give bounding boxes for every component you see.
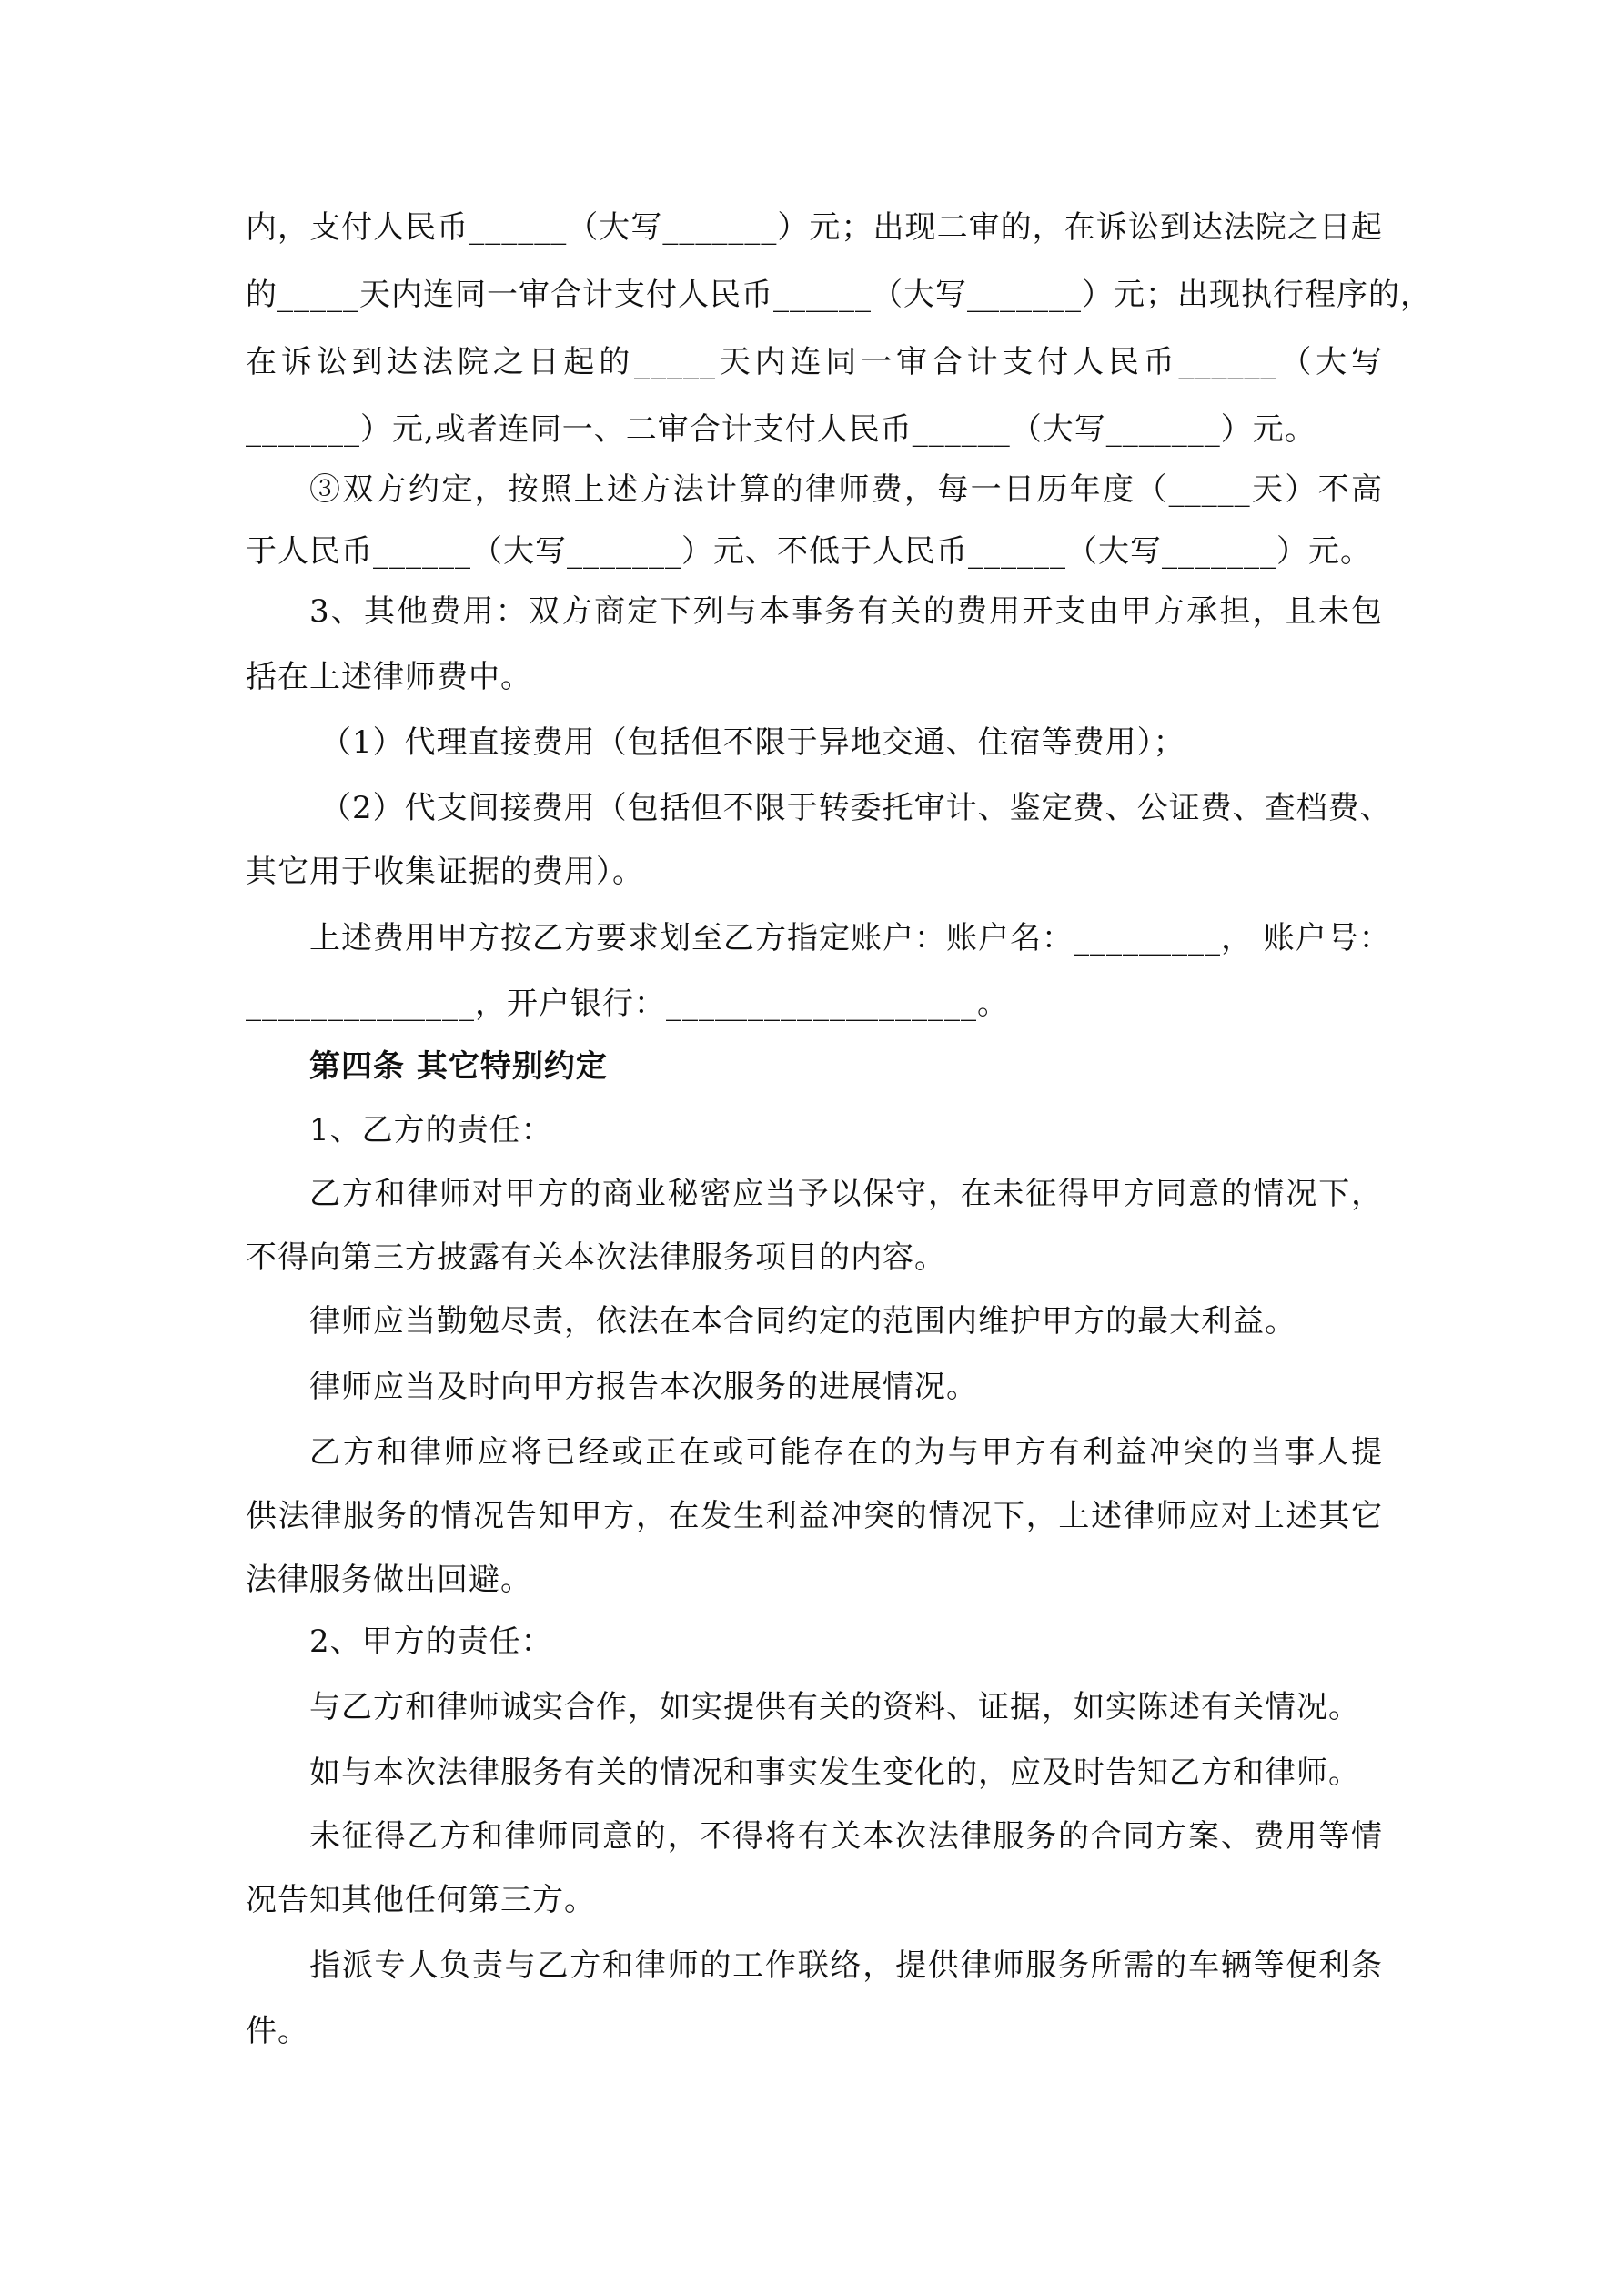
diligence-paragraph: 律师应当勤勉尽责，依法在本合同约定的范围内维护甲方的最大利益。 xyxy=(309,1303,1296,1340)
direct-fees-item: （1）代理直接费用（包括但不限于异地交通、住宿等费用）； xyxy=(320,724,1185,761)
confidentiality-paragraph-line: 乙方和律师对甲方的商业秘密应当予以保守，在未征得甲方同意的情况下， xyxy=(309,1176,1383,1212)
other-fees-paragraph-line: 括在上述律师费中。 xyxy=(246,659,532,695)
confidentiality-paragraph-line: 不得向第三方披露有关本次法律服务项目的内容。 xyxy=(246,1239,946,1276)
account-paragraph-line: 上述费用甲方按乙方要求划至乙方指定账户：账户名：_________， 账户号： xyxy=(309,920,1391,956)
liaison-paragraph-line: 件。 xyxy=(246,2013,309,2049)
fee-paragraph-line: _______）元,或者连同一、二审合计支付人民币______（大写_______）元。 xyxy=(246,411,1316,448)
party-b-duties-title: 1、乙方的责任： xyxy=(309,1112,553,1148)
liaison-paragraph-line: 指派专人负责与乙方和律师的工作联络，提供律师服务所需的车辆等便利条 xyxy=(309,1947,1383,1984)
progress-report-paragraph: 律师应当及时向甲方报告本次服务的进展情况。 xyxy=(309,1369,978,1405)
cooperation-paragraph: 与乙方和律师诚实合作，如实提供有关的资料、证据，如实陈述有关情况。 xyxy=(309,1689,1360,1725)
fee-cap-paragraph-line: 于人民币______（大写_______）元、不低于人民币______（大写_______）元。 xyxy=(246,533,1372,570)
disclosure-paragraph-line: 未征得乙方和律师同意的，不得将有关本次法律服务的合同方案、费用等情 xyxy=(309,1818,1383,1855)
account-paragraph-line: ______________，开户银行：___________________。 xyxy=(246,986,1009,1022)
fee-paragraph-line: 在诉讼到达法院之日起的_____天内连同一审合计支付人民币______（大写 xyxy=(246,344,1383,380)
other-fees-paragraph-line: 3、其他费用：双方商定下列与本事务有关的费用开支由甲方承担，且未包 xyxy=(309,593,1383,630)
fee-paragraph-line: 内，支付人民币______（大写_______）元；出现二审的，在诉讼到达法院之日起 xyxy=(246,209,1383,246)
disclosure-paragraph-line: 况告知其他任何第三方。 xyxy=(246,1882,596,1918)
conflict-paragraph-line: 供法律服务的情况告知甲方，在发生利益冲突的情况下，上述律师应对上述其它 xyxy=(246,1498,1383,1534)
conflict-paragraph-line: 法律服务做出回避。 xyxy=(246,1562,532,1598)
change-notice-paragraph: 如与本次法律服务有关的情况和事实发生变化的，应及时告知乙方和律师。 xyxy=(309,1755,1360,1791)
fee-paragraph-line: 的_____天内连同一审合计支付人民币______（大写_______）元；出现执行程序的， xyxy=(246,277,1432,313)
conflict-paragraph-line: 乙方和律师应将已经或正在或可能存在的为与甲方有利益冲突的当事人提 xyxy=(309,1434,1383,1471)
indirect-fees-item-line: 其它用于收集证据的费用）。 xyxy=(246,854,644,890)
fee-cap-paragraph-line: ③双方约定，按照上述方法计算的律师费，每一日历年度（_____天）不高 xyxy=(309,471,1383,508)
indirect-fees-item-line: （2）代支间接费用（包括但不限于转委托审计、鉴定费、公证费、查档费、 xyxy=(320,790,1392,826)
article-four-heading: 第四条 其它特别约定 xyxy=(309,1048,608,1085)
party-a-duties-title: 2、甲方的责任： xyxy=(309,1623,553,1660)
